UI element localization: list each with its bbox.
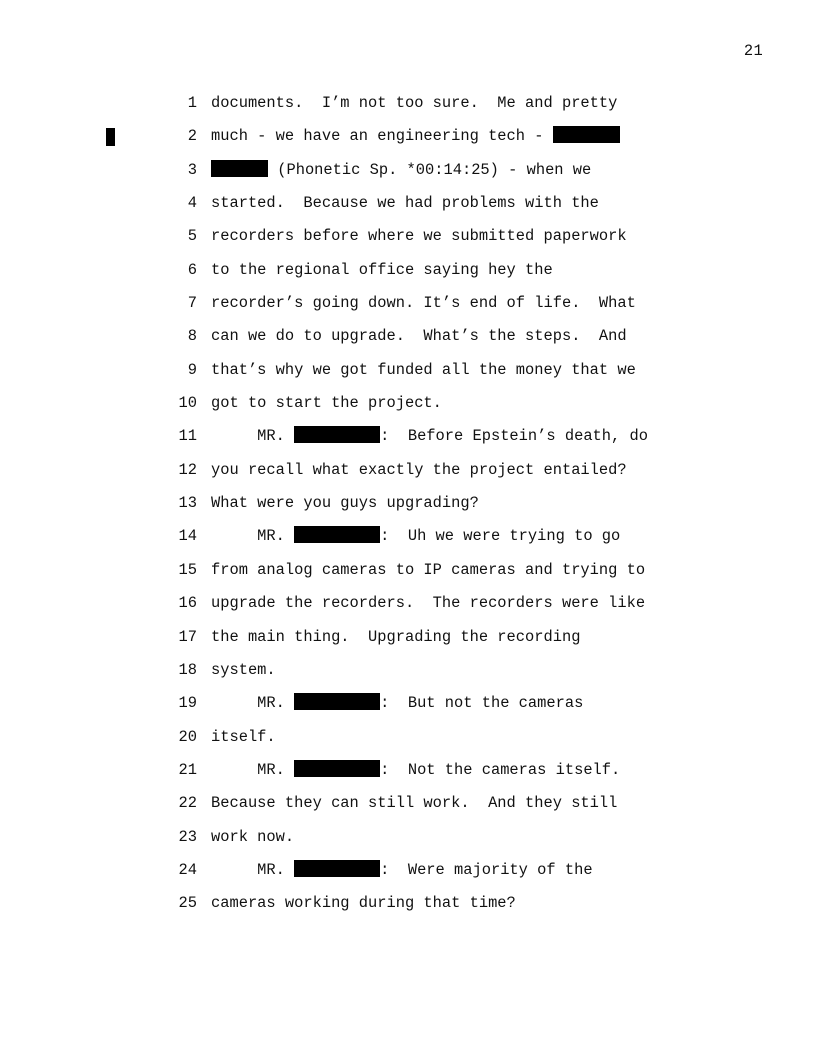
redaction-box [294, 860, 380, 877]
line-text: itself. [211, 727, 276, 746]
transcript-line [0, 860, 816, 893]
line-text: started. Because we had problems with the [211, 194, 599, 213]
line-text: the main thing. Upgrading the recording [211, 627, 581, 646]
transcript-body [0, 93, 816, 927]
line-text-before-redaction: much - we have an engineering tech - [211, 127, 553, 146]
transcript-line [0, 760, 816, 793]
line-number: 17 [178, 627, 197, 646]
line-number: 19 [178, 694, 197, 713]
transcript-line [0, 627, 816, 660]
line-text [211, 526, 620, 546]
line-number: 23 [178, 827, 197, 846]
line-text-before-redaction: MR. [211, 760, 295, 779]
transcript-line [0, 460, 816, 493]
transcript-line [0, 560, 816, 593]
transcript-line [0, 526, 816, 559]
transcript-line [0, 226, 816, 259]
line-text: work now. [211, 827, 295, 846]
line-number: 6 [187, 260, 197, 279]
transcript-line [0, 793, 816, 826]
line-text: system. [211, 660, 276, 679]
transcript-line [0, 160, 816, 193]
line-text: Because they can still work. And they still [211, 794, 618, 813]
line-text-before-redaction: MR. [211, 860, 295, 879]
line-text: from analog cameras to IP cameras and trying to [211, 560, 646, 579]
line-number: 22 [178, 794, 197, 813]
transcript-line [0, 393, 816, 426]
line-text-after-redaction: (Phonetic Sp. *00:14:25) - when we [268, 160, 592, 179]
line-text [211, 860, 593, 880]
line-text: can we do to upgrade. What’s the steps. And [211, 327, 627, 346]
line-text-after-redaction: : Not the cameras itself. [380, 760, 621, 779]
line-text-before-redaction: MR. [211, 527, 295, 546]
line-number: 11 [178, 427, 197, 446]
line-text: that’s why we got funded all the money that we [211, 360, 636, 379]
transcript-line [0, 326, 816, 359]
line-text-before-redaction: MR. [211, 694, 295, 713]
line-text: you recall what exactly the project entailed? [211, 460, 627, 479]
line-number: 1 [187, 94, 197, 112]
line-text: What were you guys upgrading? [211, 494, 479, 513]
redaction-box [553, 126, 620, 143]
line-text [211, 693, 583, 713]
line-text: cameras working during that time? [211, 894, 516, 913]
line-text-after-redaction: : Before Epstein’s death, do [380, 427, 648, 446]
transcript-line [0, 426, 816, 459]
redaction-box [211, 160, 268, 177]
line-number: 16 [178, 594, 197, 613]
line-text-before-redaction: MR. [211, 427, 295, 446]
line-text-after-redaction: : Uh we were trying to go [380, 527, 621, 546]
line-number: 14 [178, 527, 197, 546]
redaction-box [294, 526, 380, 543]
line-text [211, 426, 648, 446]
page-number: 21 [743, 42, 763, 60]
line-number: 13 [178, 494, 197, 513]
line-number: 18 [178, 660, 197, 679]
transcript-line [0, 493, 816, 526]
line-number: 4 [187, 194, 197, 213]
transcript-line [0, 893, 816, 926]
line-text [211, 760, 620, 780]
line-number: 3 [187, 160, 197, 179]
line-number: 8 [187, 327, 197, 346]
line-number: 5 [187, 227, 197, 246]
transcript-line [0, 693, 816, 726]
line-number: 15 [178, 560, 197, 579]
line-text: to the regional office saying hey the [211, 260, 553, 279]
line-number: 9 [187, 360, 197, 379]
line-number: 25 [178, 894, 197, 913]
line-text-after-redaction: : Were majority of the [380, 860, 593, 879]
transcript-line [0, 193, 816, 226]
line-number: 21 [178, 760, 197, 779]
transcript-line [0, 93, 816, 126]
line-text: got to start the project. [211, 394, 442, 413]
transcript-line [0, 827, 816, 860]
transcript-line [0, 293, 816, 326]
line-text: upgrade the recorders. The recorders were like [211, 594, 646, 613]
line-text-after-redaction: : But not the cameras [380, 694, 584, 713]
line-number: 24 [178, 860, 197, 879]
line-text: recorder’s going down. It’s end of life. What [211, 294, 636, 313]
transcript-line [0, 593, 816, 626]
line-number: 10 [178, 394, 197, 413]
redaction-box [294, 693, 380, 710]
transcript-line [0, 727, 816, 760]
line-text: recorders before where we submitted paperwork [211, 227, 627, 246]
line-number: 20 [178, 727, 197, 746]
line-number: 12 [178, 460, 197, 479]
redaction-box [294, 760, 380, 777]
line-number: 7 [187, 294, 197, 313]
transcript-line [0, 126, 816, 159]
transcript-line [0, 660, 816, 693]
redaction-box [294, 426, 380, 443]
line-text [211, 160, 591, 180]
line-text [211, 126, 620, 146]
line-text: documents. I’m not too sure. Me and pretty [211, 94, 618, 112]
transcript-line [0, 360, 816, 393]
line-number: 2 [187, 127, 197, 146]
transcript-line [0, 260, 816, 293]
